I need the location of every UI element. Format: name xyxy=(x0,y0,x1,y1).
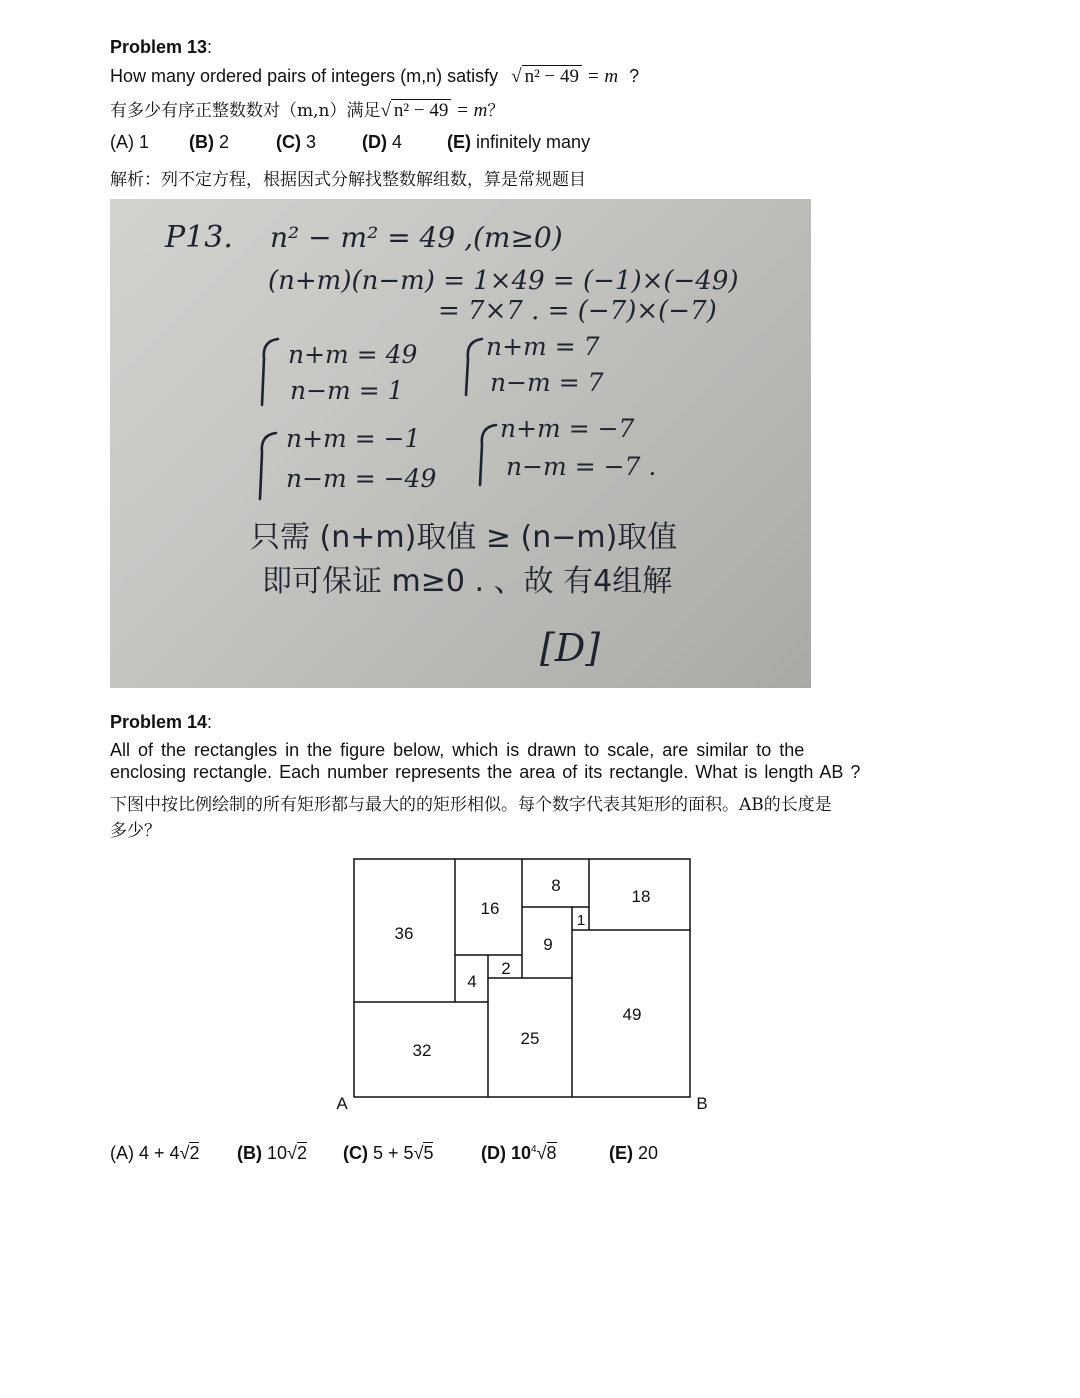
area-36: 36 xyxy=(394,924,414,943)
p14-choice-c: (C) 5 + 5√5 xyxy=(343,1143,434,1163)
choice-text: 10 xyxy=(511,1143,532,1163)
choice-label: (A) xyxy=(110,1143,134,1163)
formula-rhs-cn: = m xyxy=(456,100,488,121)
problem-13-heading xyxy=(110,37,212,58)
problem-14-title: Problem 14 xyxy=(110,712,208,732)
choice-text: 5 + 5 xyxy=(373,1143,414,1163)
analysis-text: 解析：列不定方程，根据因式分解找整数解组数，算是常规题目 xyxy=(110,170,586,190)
choice-radicand: 8 xyxy=(546,1143,557,1163)
p13-choice-d xyxy=(362,132,402,153)
area-32: 32 xyxy=(412,1041,432,1060)
area-1: 1 xyxy=(576,912,586,929)
choice-radicand: 2 xyxy=(189,1143,200,1163)
hw-eq1: n² − m² = 49 ,(m≥0) xyxy=(270,221,563,254)
choice-label: (E) xyxy=(609,1143,633,1163)
sqrt-formula: √ n² − 49 = m xyxy=(511,66,619,87)
problem-14-question-cn-2: 多少？ xyxy=(110,821,161,841)
hw-sys4-a: n+m = −7 xyxy=(500,414,635,443)
handwriting-canvas xyxy=(110,199,811,688)
hw-eq2: (n+m)(n−m) = 1×49 = (−1)×(−49) xyxy=(268,266,739,296)
area-18: 18 xyxy=(631,887,651,906)
formula-rhs: = m xyxy=(586,66,619,87)
question-mark: ? xyxy=(629,66,640,86)
area-4: 4 xyxy=(467,972,477,991)
choice-label: (A) xyxy=(110,132,134,152)
brace-4 xyxy=(480,425,496,485)
choice-text: 4 + 4 xyxy=(139,1143,180,1163)
hw-eq3: = 7×7 . = (−7)×(−7) xyxy=(438,296,717,326)
brace-1 xyxy=(262,339,278,405)
choice-label: (D) xyxy=(362,132,387,152)
choice-radicand: 2 xyxy=(296,1143,307,1163)
problem-13-question-cn xyxy=(110,96,504,122)
root-index: 4 xyxy=(531,1144,537,1155)
choice-text: 20 xyxy=(638,1143,659,1163)
hw-note2: 即可保证 m≥0 . 、故 有4组解 xyxy=(262,564,673,599)
rectangles-figure xyxy=(330,850,720,1120)
choice-text: 4 xyxy=(392,132,403,152)
problem-14-question-en-1: All of the rectangles in the figure below, which is drawn to scale, are similar to the xyxy=(110,740,805,760)
choice-text: 1 xyxy=(139,132,150,152)
hw-sys2-a: n+m = 7 xyxy=(486,332,600,361)
p14-choice-e xyxy=(609,1143,658,1164)
question-mark-cn: ？ xyxy=(487,101,505,121)
choice-label: (C) xyxy=(276,132,301,152)
area-8: 8 xyxy=(551,876,561,895)
problem-14-question-en-2: enclosing rectangle. Each number represents the area of its rectangle. What is length AB ? xyxy=(110,762,861,782)
choice-text: 3 xyxy=(306,132,317,152)
area-16: 16 xyxy=(480,899,500,918)
question-en-text: How many ordered pairs of integers (m,n) satisfy xyxy=(110,66,499,86)
brace-2 xyxy=(466,339,482,395)
area-9: 9 xyxy=(543,935,553,954)
problem-13-colon: : xyxy=(207,37,213,57)
problem-14-question-cn-1: 下图中按比例绘制的所有矩形都与最大的的矩形相似。每个数字代表其矩形的面积。AB的长度是 xyxy=(110,795,832,815)
sqrt-formula-cn: √ n² − 49 = m xyxy=(380,100,488,121)
p13-choice-e xyxy=(447,132,590,153)
problem-14-heading xyxy=(110,712,212,733)
choice-label: (D) xyxy=(481,1143,506,1163)
hw-answer: [D] xyxy=(540,626,601,670)
choice-label: (E) xyxy=(447,132,471,152)
area-49: 49 xyxy=(622,1005,642,1024)
question-cn-text: 有多少有序正整数数对（m,n）满足 xyxy=(110,101,381,121)
p14-choice-d: (D) $10^4√8$ xyxy=(481,1143,557,1163)
p13-choice-c xyxy=(276,132,316,153)
area-2: 2 xyxy=(501,959,511,978)
choice-text: 2 xyxy=(219,132,230,152)
hw-sys1-b: n−m = 1 xyxy=(290,376,404,405)
p14-choice-a: (A) 4 + 4√2 xyxy=(110,1143,200,1163)
hw-note1: 只需 (n+m)取值 ≥ (n−m)取值 xyxy=(250,520,678,555)
brace-3 xyxy=(260,433,276,499)
choice-label: (C) xyxy=(343,1143,368,1163)
point-a-label: A xyxy=(336,1094,348,1113)
choice-label: (B) xyxy=(189,132,214,152)
handwritten-solution-photo xyxy=(110,199,811,688)
hw-sys3-b: n−m = −49 xyxy=(286,464,437,493)
choice-text: 10 xyxy=(267,1143,288,1163)
choice-label: (B) xyxy=(237,1143,262,1163)
problem-13-question-en xyxy=(110,66,639,88)
point-b-label: B xyxy=(696,1094,708,1113)
p13-choice-b xyxy=(189,132,229,153)
hw-sys4-b: n−m = −7 . xyxy=(506,452,657,481)
hw-sys2-b: n−m = 7 xyxy=(490,368,604,397)
formula-radicand-cn: n² − 49 xyxy=(391,99,451,121)
hw-sys1-a: n+m = 49 xyxy=(288,340,418,369)
problem-14-colon: : xyxy=(207,712,213,732)
problem-13-title: Problem 13 xyxy=(110,37,208,57)
choice-radicand: 5 xyxy=(423,1143,434,1163)
formula-radicand: n² − 49 xyxy=(522,65,582,87)
hw-sys3-a: n+m = −1 xyxy=(286,424,421,453)
area-25: 25 xyxy=(520,1029,540,1048)
hw-label: P13. xyxy=(165,220,233,255)
p14-choice-b: (B) 10√2 xyxy=(237,1143,307,1163)
p13-choice-a xyxy=(110,132,149,153)
choice-text: infinitely many xyxy=(476,132,591,152)
